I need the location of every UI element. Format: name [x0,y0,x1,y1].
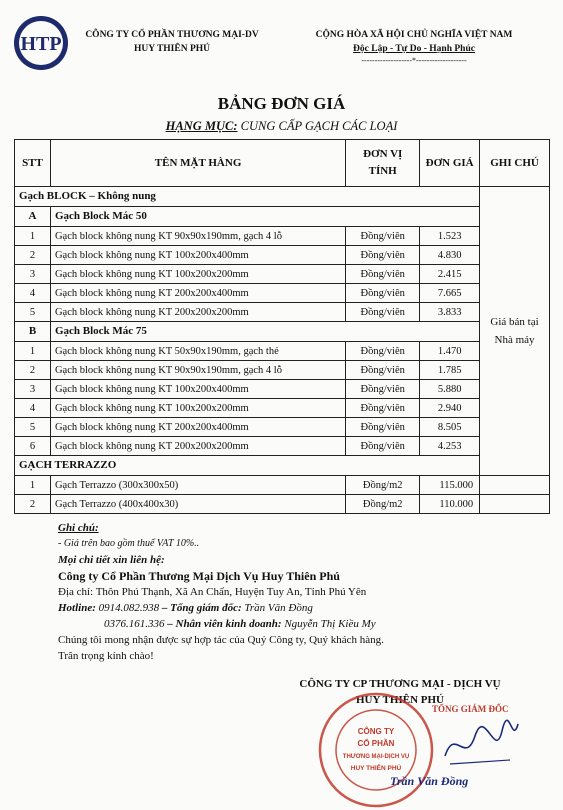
cell-stt: 5 [15,418,51,437]
address-value: Thôn Phú Thạnh, Xã An Chấn, Huyện Tuy An, Tỉnh Phú Yên [95,586,367,598]
table-row [15,418,550,437]
group-name: Gạch Block Mác 50 [50,207,479,227]
svg-text:HTP: HTP [20,33,62,55]
cell-note-empty [480,476,550,495]
cell-unit: Đồng/viên [346,265,420,284]
cell-price: 5.880 [420,380,480,399]
cell-stt: 1 [15,476,51,495]
cell-stt: 4 [15,399,51,418]
cell-stt: 2 [15,246,51,265]
header-name: TÊN MẶT HÀNG [50,140,345,187]
cell-name: Gạch block không nung KT 100x200x400mm [50,246,345,265]
notes-label: Ghi chú: [58,522,99,534]
cell-stt: 5 [15,303,51,322]
cell-name: Gạch block không nung KT 100x200x200mm [50,399,345,418]
address-label: Địa chỉ: [58,586,94,598]
group-code: A [15,207,51,227]
header-stt: STT [15,140,51,187]
cell-name: Gạch block không nung KT 200x200x200mm [50,303,345,322]
nation-line-2: Độc Lập - Tự Do - Hạnh Phúc [353,44,475,54]
signer-name: Trần Văn Đồng [390,774,469,788]
vat-note: - Giá trên bao gồm thuế VAT 10%.. [58,538,200,549]
cell-price: 1.470 [420,342,480,361]
table-row [15,495,550,514]
cell-price: 2.415 [420,265,480,284]
table-row [15,265,550,284]
cell-name: Gạch block không nung KT 100x200x400mm [50,380,345,399]
contact-intro: Mọi chi tiết xin liên hệ: [58,554,165,566]
director-value: Trần Văn Đồng [244,602,313,614]
cell-stt: 1 [15,227,51,246]
header-price: ĐƠN GIÁ [420,140,480,187]
director-label: Tổng giám đốc: [170,602,242,614]
cell-unit: Đồng/viên [346,399,420,418]
table-row [15,380,550,399]
cell-name: Gạch Terrazzo (300x300x50) [50,476,345,495]
cell-price: 4.253 [420,437,480,456]
signer-title: TỔNG GIÁM ĐỐC [432,704,509,714]
signature-company-line-2: HUY THIÊN PHÚ [355,694,444,706]
table-row [15,361,550,380]
sales-label: Nhân viên kinh doanh: [175,618,282,630]
subtitle-label: HẠNG MỤC: [165,119,238,133]
cell-name: Gạch block không nung KT 200x200x200mm [50,437,345,456]
cell-name: Gạch block không nung KT 90x90x190mm, gạch 4 lỗ [50,227,345,246]
section-terrazzo-title: GẠCH TERRAZZO [15,456,480,476]
hotline-value: 0914.082.938 [98,602,160,614]
sales-line: 0376.161.336 – Nhân viên kinh doanh: Nguyễn Thị Kiều My [104,618,376,630]
subtitle-value: CUNG CẤP GẠCH CÁC LOẠI [240,119,398,133]
cell-unit: Đồng/m2 [346,495,420,514]
svg-text:CÔNG TY: CÔNG TY [357,727,395,736]
group-name: Gạch Block Mác 75 [50,322,479,342]
table-row [15,476,550,495]
section-block-title: Gạch BLOCK – Không nung [15,187,480,207]
group-code: B [15,322,51,342]
address-line [58,584,538,600]
cell-note-empty [480,495,550,514]
notes-section [58,520,538,664]
table-row [15,284,550,303]
table-row [15,227,550,246]
cell-stt: 2 [15,361,51,380]
hotline-label: Hotline: [58,602,96,614]
svg-text:HUY THIÊN PHÚ: HUY THIÊN PHÚ [350,765,402,772]
table-row [15,342,550,361]
nation-line-3: -------------------*------------------- [361,56,467,65]
cell-price: 4.830 [420,246,480,265]
header-unit: ĐƠN VỊ TÍNH [346,140,420,187]
closing-line-2: Trân trọng kính chào! [58,650,154,662]
section-row [15,187,550,207]
signature-company-line-1: CÔNG TY CP THƯƠNG MẠI - DỊCH VỤ [299,678,501,690]
signature-scrawl [440,716,520,772]
closing-line-1: Chúng tôi mong nhận được sự hợp tác của Quý Công ty, Quý khách hàng. [58,634,384,646]
company-stamp [316,690,436,810]
group-row [15,207,550,227]
hotline-line: Hotline: 0914.082.938 – Tổng giám đốc: Trần Văn Đồng [58,602,313,614]
company-name-header [72,28,272,56]
header-note: GHI CHÚ [480,140,550,187]
cell-price: 1.523 [420,227,480,246]
note-cell: Giá bán tại Nhà máy [480,187,550,476]
cell-price: 8.505 [420,418,480,437]
cell-price: 7.665 [420,284,480,303]
table-row [15,437,550,456]
sales-value: Nguyễn Thị Kiều My [284,618,376,630]
cell-stt: 3 [15,380,51,399]
table-row [15,399,550,418]
contact-company: Công ty Cổ Phần Thương Mại Dịch Vụ Huy Thiên Phú [58,569,340,583]
cell-stt: 1 [15,342,51,361]
company-line-1: CÔNG TY CỔ PHẦN THƯƠNG MẠI-DV [85,30,259,40]
cell-unit: Đồng/viên [346,380,420,399]
cell-price: 115.000 [420,476,480,495]
cell-stt: 4 [15,284,51,303]
cell-price: 2.940 [420,399,480,418]
svg-text:THƯƠNG MẠI-DỊCH VỤ: THƯƠNG MẠI-DỊCH VỤ [342,754,410,760]
cell-name: Gạch block không nung KT 50x90x190mm, gạch thẻ [50,342,345,361]
cell-price: 110.000 [420,495,480,514]
company-logo [12,14,70,72]
nation-line-1: CỘNG HÒA XÃ HỘI CHỦ NGHĨA VIỆT NAM [315,30,513,40]
cell-name: Gạch block không nung KT 200x200x400mm [50,284,345,303]
document-subtitle [0,119,563,134]
cell-unit: Đồng/viên [346,437,420,456]
cell-unit: Đồng/viên [346,303,420,322]
cell-name: Gạch Terrazzo (400x400x30) [50,495,345,514]
table-header-row [15,140,550,187]
svg-text:CỔ PHẦN: CỔ PHẦN [357,739,395,748]
cell-name: Gạch block không nung KT 100x200x200mm [50,265,345,284]
price-table [14,139,550,514]
cell-stt: 6 [15,437,51,456]
company-line-2: HUY THIÊN PHÚ [133,44,210,54]
cell-unit: Đồng/viên [346,246,420,265]
group-row [15,322,550,342]
cell-stt: 3 [15,265,51,284]
table-row [15,246,550,265]
cell-unit: Đồng/viên [346,284,420,303]
cell-unit: Đồng/viên [346,227,420,246]
cell-price: 3.833 [420,303,480,322]
cell-stt: 2 [15,495,51,514]
table-row [15,303,550,322]
cell-price: 1.785 [420,361,480,380]
cell-unit: Đồng/viên [346,418,420,437]
cell-name: Gạch block không nung KT 200x200x400mm [50,418,345,437]
national-motto [283,28,545,66]
phone2-value: 0376.161.336 [104,618,165,630]
section-row [15,456,550,476]
cell-unit: Đồng/viên [346,361,420,380]
cell-name: Gạch block không nung KT 90x90x190mm, gạch 4 lỗ [50,361,345,380]
document-title: BẢNG ĐƠN GIÁ [217,94,346,113]
cell-unit: Đồng/viên [346,342,420,361]
cell-unit: Đồng/m2 [346,476,420,495]
